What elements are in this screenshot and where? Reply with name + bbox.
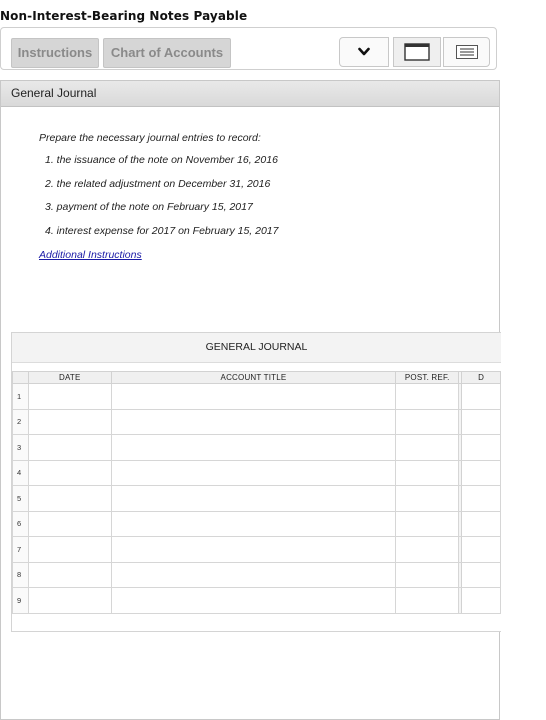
date-cell[interactable] bbox=[28, 486, 111, 512]
table-row bbox=[13, 486, 501, 512]
chart-of-accounts-tab[interactable]: Chart of Accounts bbox=[103, 38, 231, 68]
post-ref-cell[interactable] bbox=[396, 435, 459, 461]
account-title-cell[interactable] bbox=[111, 537, 396, 563]
table-row bbox=[13, 537, 501, 563]
row-number-cell: 3 bbox=[13, 435, 29, 461]
row-number-cell: 2 bbox=[13, 409, 29, 435]
list-icon bbox=[456, 45, 478, 59]
list-item: 3. payment of the note on February 15, 2017 bbox=[45, 201, 253, 213]
date-cell[interactable] bbox=[28, 460, 111, 486]
date-cell[interactable] bbox=[28, 435, 111, 461]
debit-cell[interactable] bbox=[462, 409, 501, 435]
debit-cell[interactable] bbox=[462, 511, 501, 537]
single-window-view-button[interactable] bbox=[393, 37, 441, 67]
post-ref-cell[interactable] bbox=[396, 588, 459, 614]
account-title-cell[interactable] bbox=[111, 384, 396, 410]
row-number-header bbox=[13, 372, 29, 384]
panel-header: General Journal bbox=[1, 81, 499, 107]
row-number-cell: 8 bbox=[13, 562, 29, 588]
table-row bbox=[13, 562, 501, 588]
debit-cell[interactable] bbox=[462, 486, 501, 512]
list-item: 1. the issuance of the note on November 16, 2016 bbox=[45, 154, 278, 166]
instructions-list bbox=[45, 154, 279, 248]
account-title-cell[interactable] bbox=[111, 460, 396, 486]
table-row bbox=[13, 409, 501, 435]
general-journal-panel bbox=[0, 80, 500, 720]
post-ref-cell[interactable] bbox=[396, 562, 459, 588]
row-number-cell: 9 bbox=[13, 588, 29, 614]
table-row bbox=[13, 588, 501, 614]
debit-cell[interactable] bbox=[462, 562, 501, 588]
debit-cell[interactable] bbox=[462, 435, 501, 461]
date-cell[interactable] bbox=[28, 511, 111, 537]
debit-column-header: D bbox=[462, 372, 501, 384]
list-item: 4. interest expense for 2017 on February 15, 2017 bbox=[45, 224, 279, 237]
instructions-intro: Prepare the necessary journal entries to record: bbox=[39, 132, 261, 144]
date-cell[interactable] bbox=[28, 588, 111, 614]
post-ref-column-header: POST. REF. bbox=[396, 372, 459, 384]
instructions-tab[interactable]: Instructions bbox=[11, 38, 99, 68]
debit-cell[interactable] bbox=[462, 384, 501, 410]
table-row bbox=[13, 460, 501, 486]
row-number-cell: 5 bbox=[13, 486, 29, 512]
date-cell[interactable] bbox=[28, 409, 111, 435]
debit-cell[interactable] bbox=[462, 537, 501, 563]
post-ref-cell[interactable] bbox=[396, 384, 459, 410]
journal-header-row bbox=[13, 372, 501, 384]
toolbar bbox=[0, 27, 497, 70]
chevron-down-icon bbox=[358, 48, 370, 57]
date-column-header: DATE bbox=[28, 372, 111, 384]
account-title-cell[interactable] bbox=[111, 409, 396, 435]
row-number-cell: 4 bbox=[13, 460, 29, 486]
post-ref-cell[interactable] bbox=[396, 511, 459, 537]
table-row bbox=[13, 384, 501, 410]
debit-cell[interactable] bbox=[462, 588, 501, 614]
date-cell[interactable] bbox=[28, 562, 111, 588]
table-row bbox=[13, 435, 501, 461]
list-view-button[interactable] bbox=[443, 37, 490, 67]
post-ref-cell[interactable] bbox=[396, 409, 459, 435]
debit-cell[interactable] bbox=[462, 460, 501, 486]
account-title-cell[interactable] bbox=[111, 588, 396, 614]
window-icon bbox=[404, 43, 430, 61]
general-journal-table bbox=[11, 332, 501, 632]
journal-grid bbox=[12, 371, 501, 614]
list-item: 2. the related adjustment on December 31, 2016 bbox=[45, 177, 271, 190]
table-row bbox=[13, 511, 501, 537]
post-ref-cell[interactable] bbox=[396, 537, 459, 563]
journal-title: GENERAL JOURNAL bbox=[12, 333, 501, 363]
post-ref-cell[interactable] bbox=[396, 460, 459, 486]
account-title-cell[interactable] bbox=[111, 511, 396, 537]
additional-instructions-link[interactable]: Additional Instructions bbox=[39, 249, 142, 261]
account-title-cell[interactable] bbox=[111, 486, 396, 512]
row-number-cell: 7 bbox=[13, 537, 29, 563]
journal-body bbox=[13, 384, 501, 614]
row-number-cell: 6 bbox=[13, 511, 29, 537]
page-title: Non-Interest-Bearing Notes Payable bbox=[0, 9, 248, 23]
date-cell[interactable] bbox=[28, 537, 111, 563]
post-ref-cell[interactable] bbox=[396, 486, 459, 512]
account-title-cell[interactable] bbox=[111, 435, 396, 461]
row-number-cell: 1 bbox=[13, 384, 29, 410]
date-cell[interactable] bbox=[28, 384, 111, 410]
account-title-cell[interactable] bbox=[111, 562, 396, 588]
dropdown-button[interactable] bbox=[339, 37, 389, 67]
account-title-column-header: ACCOUNT TITLE bbox=[111, 372, 396, 384]
